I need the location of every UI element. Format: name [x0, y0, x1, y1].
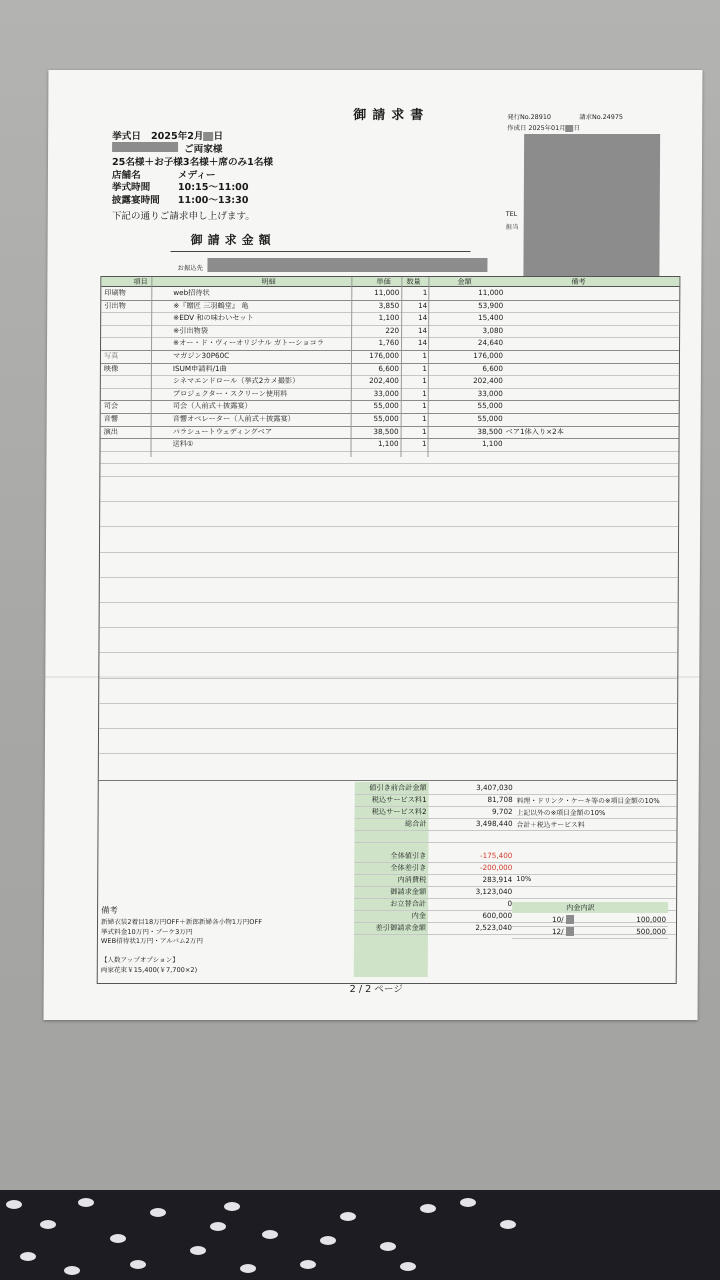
cell-amount: 1,100 [481, 439, 503, 449]
deposit-title: 内金内訳 [566, 903, 595, 912]
totals-label: 御請求金額 [390, 887, 427, 896]
cell-unit: 176,000 [369, 351, 400, 360]
venue-value: メディー [177, 170, 216, 181]
redacted-day [566, 927, 574, 936]
cell-detail: シネマエンドロール（挙式2カメ撮影） [172, 376, 300, 386]
cell-qty: 1 [422, 388, 427, 398]
cell-unit: 38,500 [373, 426, 399, 436]
amount-title: 御請求金額 [190, 233, 276, 247]
table-row [101, 388, 679, 402]
remarks-line: 【人数アップオプション】 [100, 956, 179, 964]
cell-unit: 1,100 [378, 313, 400, 323]
totals-value: 3,498,440 [475, 819, 513, 828]
blank-row [100, 552, 678, 578]
cell-unit: 202,400 [369, 376, 399, 386]
cell-detail: ※オー・ド・ヴィーオリジナル ガトーショコラ [173, 338, 324, 348]
cell-detail: マガジン30P60C [172, 351, 230, 360]
totals-value: 2,523,040 [475, 923, 513, 932]
issue-number: 発行No.28910 [507, 113, 551, 121]
ceremony-time-value: 10:15〜11:00 [177, 182, 249, 193]
redacted-company-block [523, 134, 660, 276]
totals-note: 合計＋税込サービス料 [516, 821, 585, 829]
cell-unit: 33,000 [373, 388, 399, 398]
totals-note: 上記以外の※項目金額の10% [516, 809, 606, 817]
col-item: 項目 [133, 277, 148, 286]
cell-item: 引出物 [104, 300, 126, 310]
cell-item: 写真 [103, 351, 119, 360]
blank-row [100, 463, 678, 477]
cell-detail: ※『贈匠 三羽鶴堂』 亀 [173, 300, 249, 310]
guest-count: 25名様＋お子様3名様＋席のみ1名様 [111, 157, 274, 168]
cell-detail: ※引出物袋 [173, 325, 208, 335]
cell-item: 司会 [103, 401, 119, 411]
table-row [101, 300, 679, 314]
transfer-label: お振込先 [177, 264, 204, 272]
totals-label: 差引御請求金額 [375, 923, 427, 932]
totals-label: 税込サービス料1 [371, 795, 427, 804]
cell-qty: 1 [422, 288, 428, 297]
amount-underline [171, 251, 471, 252]
blank-row [100, 577, 678, 603]
created-date: 作成日 2025年01月 日 [507, 124, 580, 132]
totals-label: 全体値引き [390, 851, 427, 860]
table-row [100, 438, 678, 452]
ceremony-date: 挙式日 2025年2月 日 [112, 131, 224, 142]
cell-note: ベア1体入り×2本 [505, 426, 564, 436]
blank-row [99, 678, 677, 704]
cell-amount: 11,000 [478, 288, 504, 297]
invoice-title: 御請求書 [353, 108, 430, 123]
cell-qty: 14 [418, 313, 428, 323]
blank-row [100, 451, 678, 465]
cell-detail: 音響オペレーター（人前式＋披露宴） [172, 414, 295, 423]
cell-unit: 1,100 [377, 439, 399, 449]
blank-row [100, 602, 678, 628]
staff-label: 担当 [505, 223, 519, 231]
table-row [101, 325, 679, 339]
venue-label: 店舗名 [111, 170, 141, 181]
totals-note: 料理・ドリンク・ケーキ等の※項目金額の10% [516, 797, 660, 805]
col-unit: 単価 [376, 277, 391, 286]
table-row [101, 426, 679, 440]
cell-qty: 1 [422, 401, 427, 411]
cell-unit: 55,000 [373, 414, 399, 423]
cell-qty: 1 [422, 414, 427, 423]
totals-row [354, 830, 676, 843]
remarks-line: 新婦衣装2着目18万円OFF＋新郎新婦各小物1万円OFF [101, 918, 263, 926]
reception-time-label: 披露宴時間 [111, 195, 160, 206]
cell-unit: 11,000 [374, 288, 400, 297]
reception-time-value: 11:00〜13:30 [177, 195, 249, 206]
cell-qty: 14 [417, 338, 428, 348]
totals-value: -175,400 [480, 851, 513, 860]
redacted-name [112, 142, 178, 152]
table-row [101, 350, 679, 364]
deposit-amount: 500,000 [636, 927, 666, 936]
totals-value: 3,407,030 [476, 783, 513, 792]
cell-amount: 38,500 [477, 426, 503, 436]
blank-row [99, 728, 677, 754]
cell-qty: 1 [422, 376, 427, 386]
totals-note: 10% [516, 875, 532, 883]
invoice-table [97, 276, 681, 984]
addressee: ご両家様 [184, 144, 223, 155]
redacted-bank [207, 258, 487, 272]
cell-detail: 送料① [172, 439, 194, 449]
cell-amount: 176,000 [473, 351, 504, 360]
cell-amount: 202,400 [473, 376, 503, 386]
remarks-title: 備考 [101, 905, 118, 915]
totals-value: 0 [507, 899, 513, 908]
totals-label: 全体差引き [390, 863, 427, 872]
deposit-date: 10/ [552, 915, 564, 924]
table-row [101, 312, 679, 326]
cell-amount: 6,600 [482, 363, 503, 373]
totals-value: 283,914 [482, 875, 513, 884]
col-detail: 明細 [261, 277, 276, 286]
cell-unit: 6,600 [378, 363, 399, 373]
table-row [101, 363, 679, 377]
table-header [101, 277, 679, 287]
cell-amount: 33,000 [477, 388, 503, 398]
cell-detail: プロジェクター・スクリーン使用料 [172, 388, 288, 398]
totals-label: 総合計 [404, 819, 427, 828]
redacted-day [566, 915, 574, 924]
cell-amount: 55,000 [477, 401, 503, 411]
cell-unit: 3,850 [378, 300, 400, 310]
cell-amount: 53,900 [478, 300, 504, 310]
patterned-cloth [0, 1190, 720, 1280]
blank-row [100, 476, 678, 502]
cell-detail: ※EDV 和の味わいセット [173, 313, 254, 323]
totals-label: 税込サービス料2 [371, 807, 427, 816]
cell-unit: 1,760 [378, 338, 400, 348]
totals-value: 600,000 [482, 911, 513, 920]
ceremony-time-label: 挙式時間 [111, 182, 151, 193]
deposit-amount: 100,000 [636, 915, 667, 924]
blank-row [99, 652, 677, 678]
cell-item: 音響 [103, 414, 119, 423]
invoice-number: 請求No.24975 [579, 113, 623, 121]
totals-label: お立替合計 [390, 899, 427, 908]
page-indicator: 2 / 2 ページ [349, 984, 403, 995]
cell-qty: 14 [418, 300, 428, 310]
totals-value: 3,123,040 [475, 887, 513, 896]
intro-text: 下記の通りご請求申し上げます。 [111, 211, 255, 222]
cell-qty: 1 [421, 426, 427, 436]
table-row [101, 337, 679, 351]
col-note: 備考 [571, 277, 586, 286]
cell-amount: 15,400 [478, 313, 504, 323]
remarks-line: 挙式料金10万円・ブーケ3万円 [100, 927, 193, 936]
cell-qty: 1 [422, 351, 428, 360]
totals-label: 内消費税 [397, 875, 427, 884]
col-amount: 金額 [457, 277, 472, 286]
cell-amount: 24,640 [477, 338, 504, 348]
cell-qty: 1 [421, 439, 427, 449]
cell-unit: 220 [385, 325, 400, 335]
totals-value: 81,708 [487, 795, 513, 804]
table-row [101, 287, 679, 301]
cell-amount: 3,080 [482, 325, 504, 335]
remarks-line: 両家花束￥15,400(￥7,700×2) [100, 965, 198, 974]
cell-qty: 14 [417, 325, 428, 335]
cell-detail: 司会（人前式＋披露宴） [172, 401, 252, 411]
cell-detail: パラシュートウェディングベア [172, 426, 273, 436]
cell-unit: 55,000 [373, 401, 399, 411]
blank-row [100, 526, 678, 552]
table-row [101, 400, 679, 414]
remarks-line: WEB招待状1万円・アルバム2万円 [100, 937, 203, 945]
deposit-row [512, 926, 668, 939]
table-row [101, 413, 679, 427]
cell-detail: ISUM申請料/1曲 [172, 363, 227, 373]
invoice-sheet [44, 70, 703, 1020]
blank-row [99, 627, 677, 653]
table-row [101, 375, 679, 389]
tel-label: TEL [505, 210, 518, 218]
totals-label: 内金 [411, 911, 427, 920]
deposit-header [512, 902, 668, 913]
cell-item: 映像 [103, 363, 119, 373]
cell-item: 演出 [103, 426, 119, 436]
col-qty: 数量 [406, 277, 421, 286]
cell-item: 印刷物 [104, 288, 126, 297]
totals-divider [99, 780, 677, 781]
blank-row [99, 703, 677, 729]
totals-value: 9,702 [492, 807, 513, 816]
blank-row [100, 501, 678, 527]
totals-value: -200,000 [479, 863, 513, 872]
cell-detail: web招待状 [173, 288, 210, 297]
cell-amount: 55,000 [477, 414, 503, 423]
totals-label: 値引き前合計金額 [369, 783, 427, 792]
deposit-date: 12/ [551, 927, 564, 936]
cell-qty: 1 [422, 363, 427, 373]
